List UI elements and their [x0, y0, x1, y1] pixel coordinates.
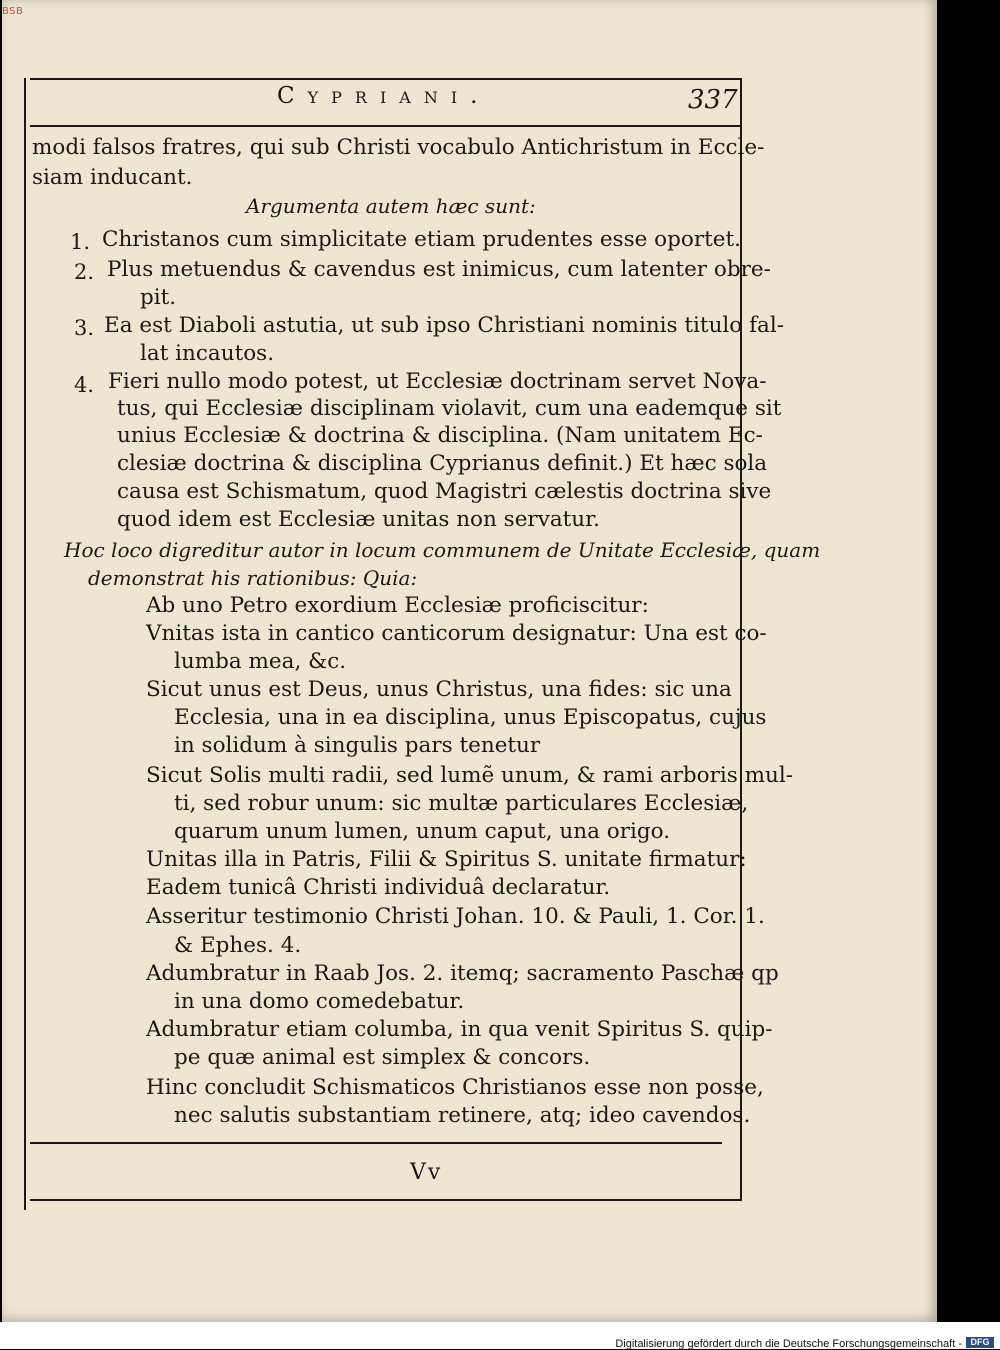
text-line: Plus metuendus & cavendus est inimicus, cum latenter obre- [107, 257, 771, 282]
header-rule [30, 125, 742, 127]
item-number-3: 3. [74, 316, 95, 340]
text-line: quod idem est Ecclesiæ unitas non servatur. [117, 507, 600, 532]
dfg-logo-icon: DFG [966, 1337, 994, 1348]
page-number: 337 [688, 85, 738, 115]
text-line: Ab uno Petro exordium Ecclesiæ proficiscitur: [146, 593, 649, 618]
text-line: in solidum à singulis pars tenetur [174, 733, 541, 758]
funding-credit: Digitalisierung gefördert durch die Deutsche Forschungsgemeinschaft - [615, 1338, 962, 1350]
text-line: lumba mea, &c. [174, 649, 347, 674]
text-line: Asseritur testimonio Christi Johan. 10. & Pauli, 1. Cor. 1. [146, 904, 765, 929]
text-line: causa est Schismatum, quod Magistri cælestis doctrina sive [117, 479, 772, 504]
text-line: Sicut Solis multi radii, sed lumẽ unum, & rami arboris mul- [146, 763, 793, 788]
section-heading: Argumenta autem hæc sunt: [246, 194, 536, 218]
text-line: Adumbratur etiam columba, in qua venit Spiritus S. quip- [146, 1017, 773, 1042]
text-line: pit. [140, 285, 177, 310]
text-line: unius Ecclesiæ & doctrina & disciplina. (Nam unitatem Ec- [117, 423, 763, 448]
digression-line: Hoc loco digreditur autor in locum communem de Unitate Ecclesiæ, quam [64, 538, 821, 562]
text-line: Adumbratur in Raab Jos. 2. itemq; sacramento Paschæ qp [146, 961, 779, 986]
text-line: modi falsos fratres, qui sub Christi vocabulo Antichristum in Eccle- [32, 135, 765, 160]
text-line: Hinc concludit Schismaticos Christianos esse non posse, [146, 1075, 764, 1100]
text-line: Christanos cum simplicitate etiam prudentes esse oportet. [102, 227, 741, 252]
item-number-1: 1. [70, 230, 91, 254]
running-header: Cypriani. [277, 83, 491, 109]
text-line: quarum unum lumen, unum caput, una origo. [174, 819, 671, 844]
text-line: pe quæ animal est simplex & concors. [174, 1045, 591, 1070]
text-line: Eadem tunicâ Christi individuâ declaratur. [146, 875, 611, 900]
text-line: Fieri nullo modo potest, ut Ecclesiæ doctrinam servet Nova- [108, 369, 767, 394]
text-line: siam inducant. [32, 165, 193, 190]
text-line: Unitas illa in Patris, Filii & Spiritus S. unitate firmatur: [146, 847, 747, 872]
digression-line: demonstrat his rationibus: Quia: [88, 566, 418, 590]
text-line: lat incautos. [140, 341, 275, 366]
text-line: tus, qui Ecclesiæ disciplinam violavit, cum una eademque sit [117, 396, 782, 421]
text-line: Ecclesia, una in ea disciplina, unus Episcopatus, cujus [174, 705, 767, 730]
top-rule [30, 78, 742, 80]
item-number-4: 4. [74, 373, 95, 397]
book-page [2, 0, 937, 1322]
text-line: & Ephes. 4. [174, 933, 302, 958]
text-line: ti, sed robur unum: sic multæ particulares Ecclesiæ, [174, 791, 749, 816]
text-line: Vnitas ista in cantico canticorum designatur: Una est co- [146, 621, 767, 646]
text-line: in una domo comedebatur. [174, 989, 465, 1014]
text-line: clesiæ doctrina & disciplina Cyprianus definit.) Et hæc sola [117, 451, 768, 476]
bottom-rule [30, 1142, 722, 1144]
lower-rule [30, 1199, 742, 1201]
item-number-2: 2. [74, 260, 95, 284]
text-line: Ea est Diaboli astutia, ut sub ipso Christiani nominis titulo fal- [104, 313, 784, 338]
library-corner-mark: BSB [2, 6, 24, 17]
text-line: Sicut unus est Deus, unus Christus, una fides: sic una [146, 677, 732, 702]
signature-mark: Vv [410, 1160, 443, 1185]
left-rule [24, 78, 26, 1210]
text-line: nec salutis substantiam retinere, atq; ideo cavendos. [174, 1103, 751, 1128]
